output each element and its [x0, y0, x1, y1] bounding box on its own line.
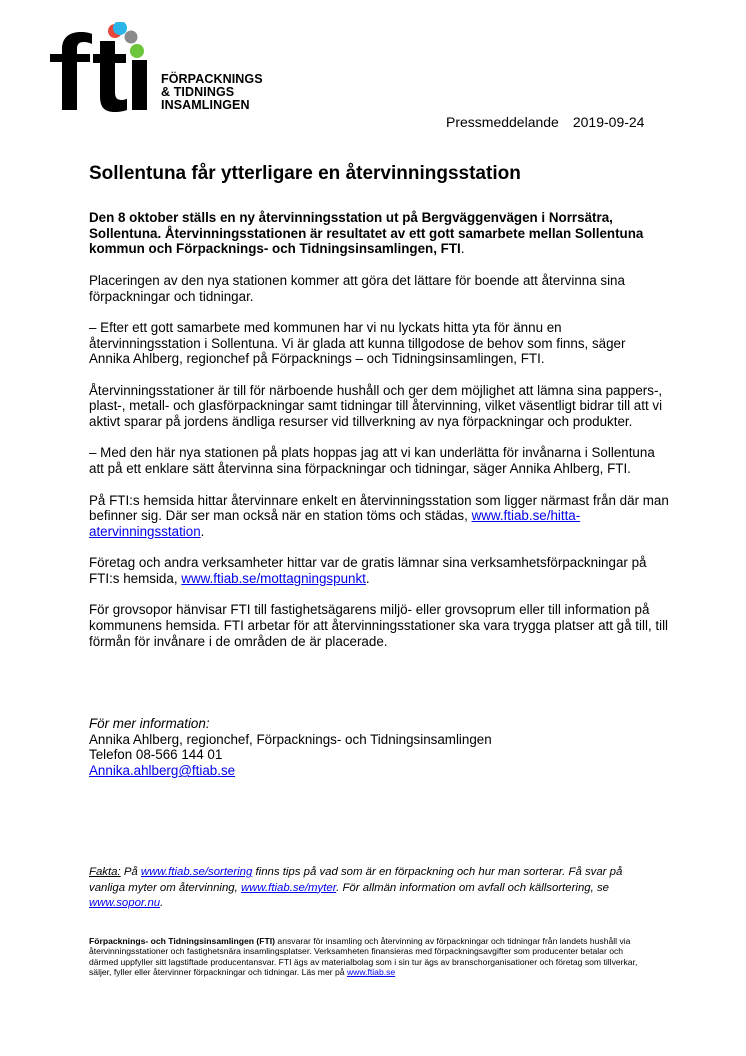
sortering-link[interactable]: www.ftiab.se/sortering: [140, 866, 253, 878]
ftiab-link[interactable]: www.ftiab.se: [346, 967, 396, 978]
fakta-text-2: finns tips på vad som är en förpackning och hur man sorterar. Få svar på vanliga myter om återvinning,: [89, 866, 623, 894]
paragraph-quote-2: – Med den här nya stationen på plats hoppas jag att vi kan underlätta för invånarna i Sollentuna att på ett enklare sätt återvinna sina förpackningar och tidningar, säger Annika Ahlberg, FTI.: [89, 445, 655, 477]
dateline: [446, 114, 644, 130]
contact-email-link[interactable]: Annika.ahlberg@ftiab.se: [89, 763, 236, 779]
paragraph-grovsopor: För grovsopor hänvisar FTI till fastighetsägarens miljö- eller grovsoprum eller till information på kommunens hemsida. FTI arbetar för att återvinningsstationer ska vara trygga platser att gå till, till förmån för invånare i de områden de är placerade.: [89, 602, 669, 649]
myter-link[interactable]: www.ftiab.se/myter: [240, 881, 337, 894]
page-title: Sollentuna får ytterligare en återvinningsstation: [89, 163, 521, 184]
paragraph-stations: Återvinningsstationer är till för närboende hushåll och ger dem möjlighet att lämna sina pappers-, plast-, metall- och glasförpackningar samt tidningar till återvinning, vilket väsentligt bidrar till att vi aktivt sparar på jordens ändliga resurser vid tillverkning av nya förpackningar och produkter.: [89, 382, 663, 430]
logo-dot-grey: [125, 31, 138, 44]
logo-line-1: FÖRPACKNINGS: [161, 72, 263, 86]
logo-letter-i: [132, 60, 147, 110]
footer-text: ansvarar för insamling och återvinning av förpackningar och tidningar från landets hushåll via återvinningsstationer och fastighetsnära insamlingsplatser. Verksamheten finansieras med förpackningsavgifter som producenter betalar och därmed uppfyller sitt lagstiftade producentansvar. FTI ägs av materialbolag som i sin tur ägs av branschorganisationer och företag som tillverkar, säljer, fyller eller återvinner förpackningar och tidningar. Läs mer på: [89, 936, 638, 978]
document-type: Pressmeddelande: [446, 114, 559, 130]
website-text: På FTI:s hemsida hittar återvinnare enkelt en återvinningsstation som ligger närmast från där man befinner sig. Där ser man också när en station töms och städas,: [89, 492, 669, 524]
lead-text: Den 8 oktober ställs en ny återvinningsstation ut på Bergväggenvägen i Norrsätra, Sollentuna. Återvinningsstationen är resultatet av ett gott samarbete mellan Sollentuna kommun och Förpacknings- och Tidningsinsamlingen, FTI: [89, 210, 644, 257]
paragraph-companies: [89, 555, 669, 586]
fakta-block: [89, 865, 649, 912]
fakta-label: Fakta:: [89, 866, 121, 878]
mottagningspunkt-link[interactable]: www.ftiab.se/mottagningspunkt: [181, 571, 366, 587]
lead-paragraph: [89, 210, 669, 257]
logo-letter-t: [93, 41, 127, 112]
companies-end: .: [365, 571, 370, 587]
press-release-body: [89, 210, 669, 665]
logo-text: [161, 73, 263, 112]
contact-block: [89, 716, 492, 779]
logo-dot-green: [130, 44, 144, 58]
footer-about: [89, 936, 649, 978]
document-date: 2019-09-24: [572, 114, 645, 130]
fakta-text-3: . För allmän information om avfall och källsortering, se: [336, 881, 609, 894]
logo-line-3: INSAMLINGEN: [161, 98, 250, 112]
contact-name: Annika Ahlberg, regionchef, Förpacknings- och Tidningsinsamlingen: [89, 731, 492, 747]
contact-phone: Telefon 08-566 144 01: [89, 747, 223, 763]
contact-heading: För mer information:: [89, 716, 210, 731]
fakta-text-4: .: [160, 897, 164, 909]
paragraph-website: [89, 493, 669, 540]
website-end: .: [200, 523, 205, 539]
paragraph-placement: Placeringen av den nya stationen kommer att göra det lättare för boende att återvinna sina förpackningar och tidningar.: [89, 272, 625, 304]
companies-text: Företag och andra verksamheter hittar var de gratis lämnar sina verksamhetsförpackningar på FTI:s hemsida,: [89, 555, 647, 587]
logo-line-2: & TIDNINGS: [161, 85, 235, 99]
logo-letter-f: [50, 32, 92, 110]
paragraph-quote-1: – Efter ett gott samarbete med kommunen har vi nu lyckats hitta yta för ännu en återvinningsstation i Sollentuna. Vi är glada att kunna tillgodose de behov som finns, säger Annika Ahlberg, regionchef på Förpacknings – och Tidningsinsamlingen, FTI.: [89, 319, 626, 367]
fakta-text-1: På: [120, 866, 141, 878]
lead-end: .: [460, 241, 465, 257]
footer-org-name: Förpacknings- och Tidningsinsamlingen (FTI): [89, 936, 276, 946]
sopor-link[interactable]: www.sopor.nu: [89, 897, 161, 909]
hitta-atervinningsstation-link[interactable]: www.ftiab.se/hitta-atervinningsstation: [89, 508, 581, 539]
